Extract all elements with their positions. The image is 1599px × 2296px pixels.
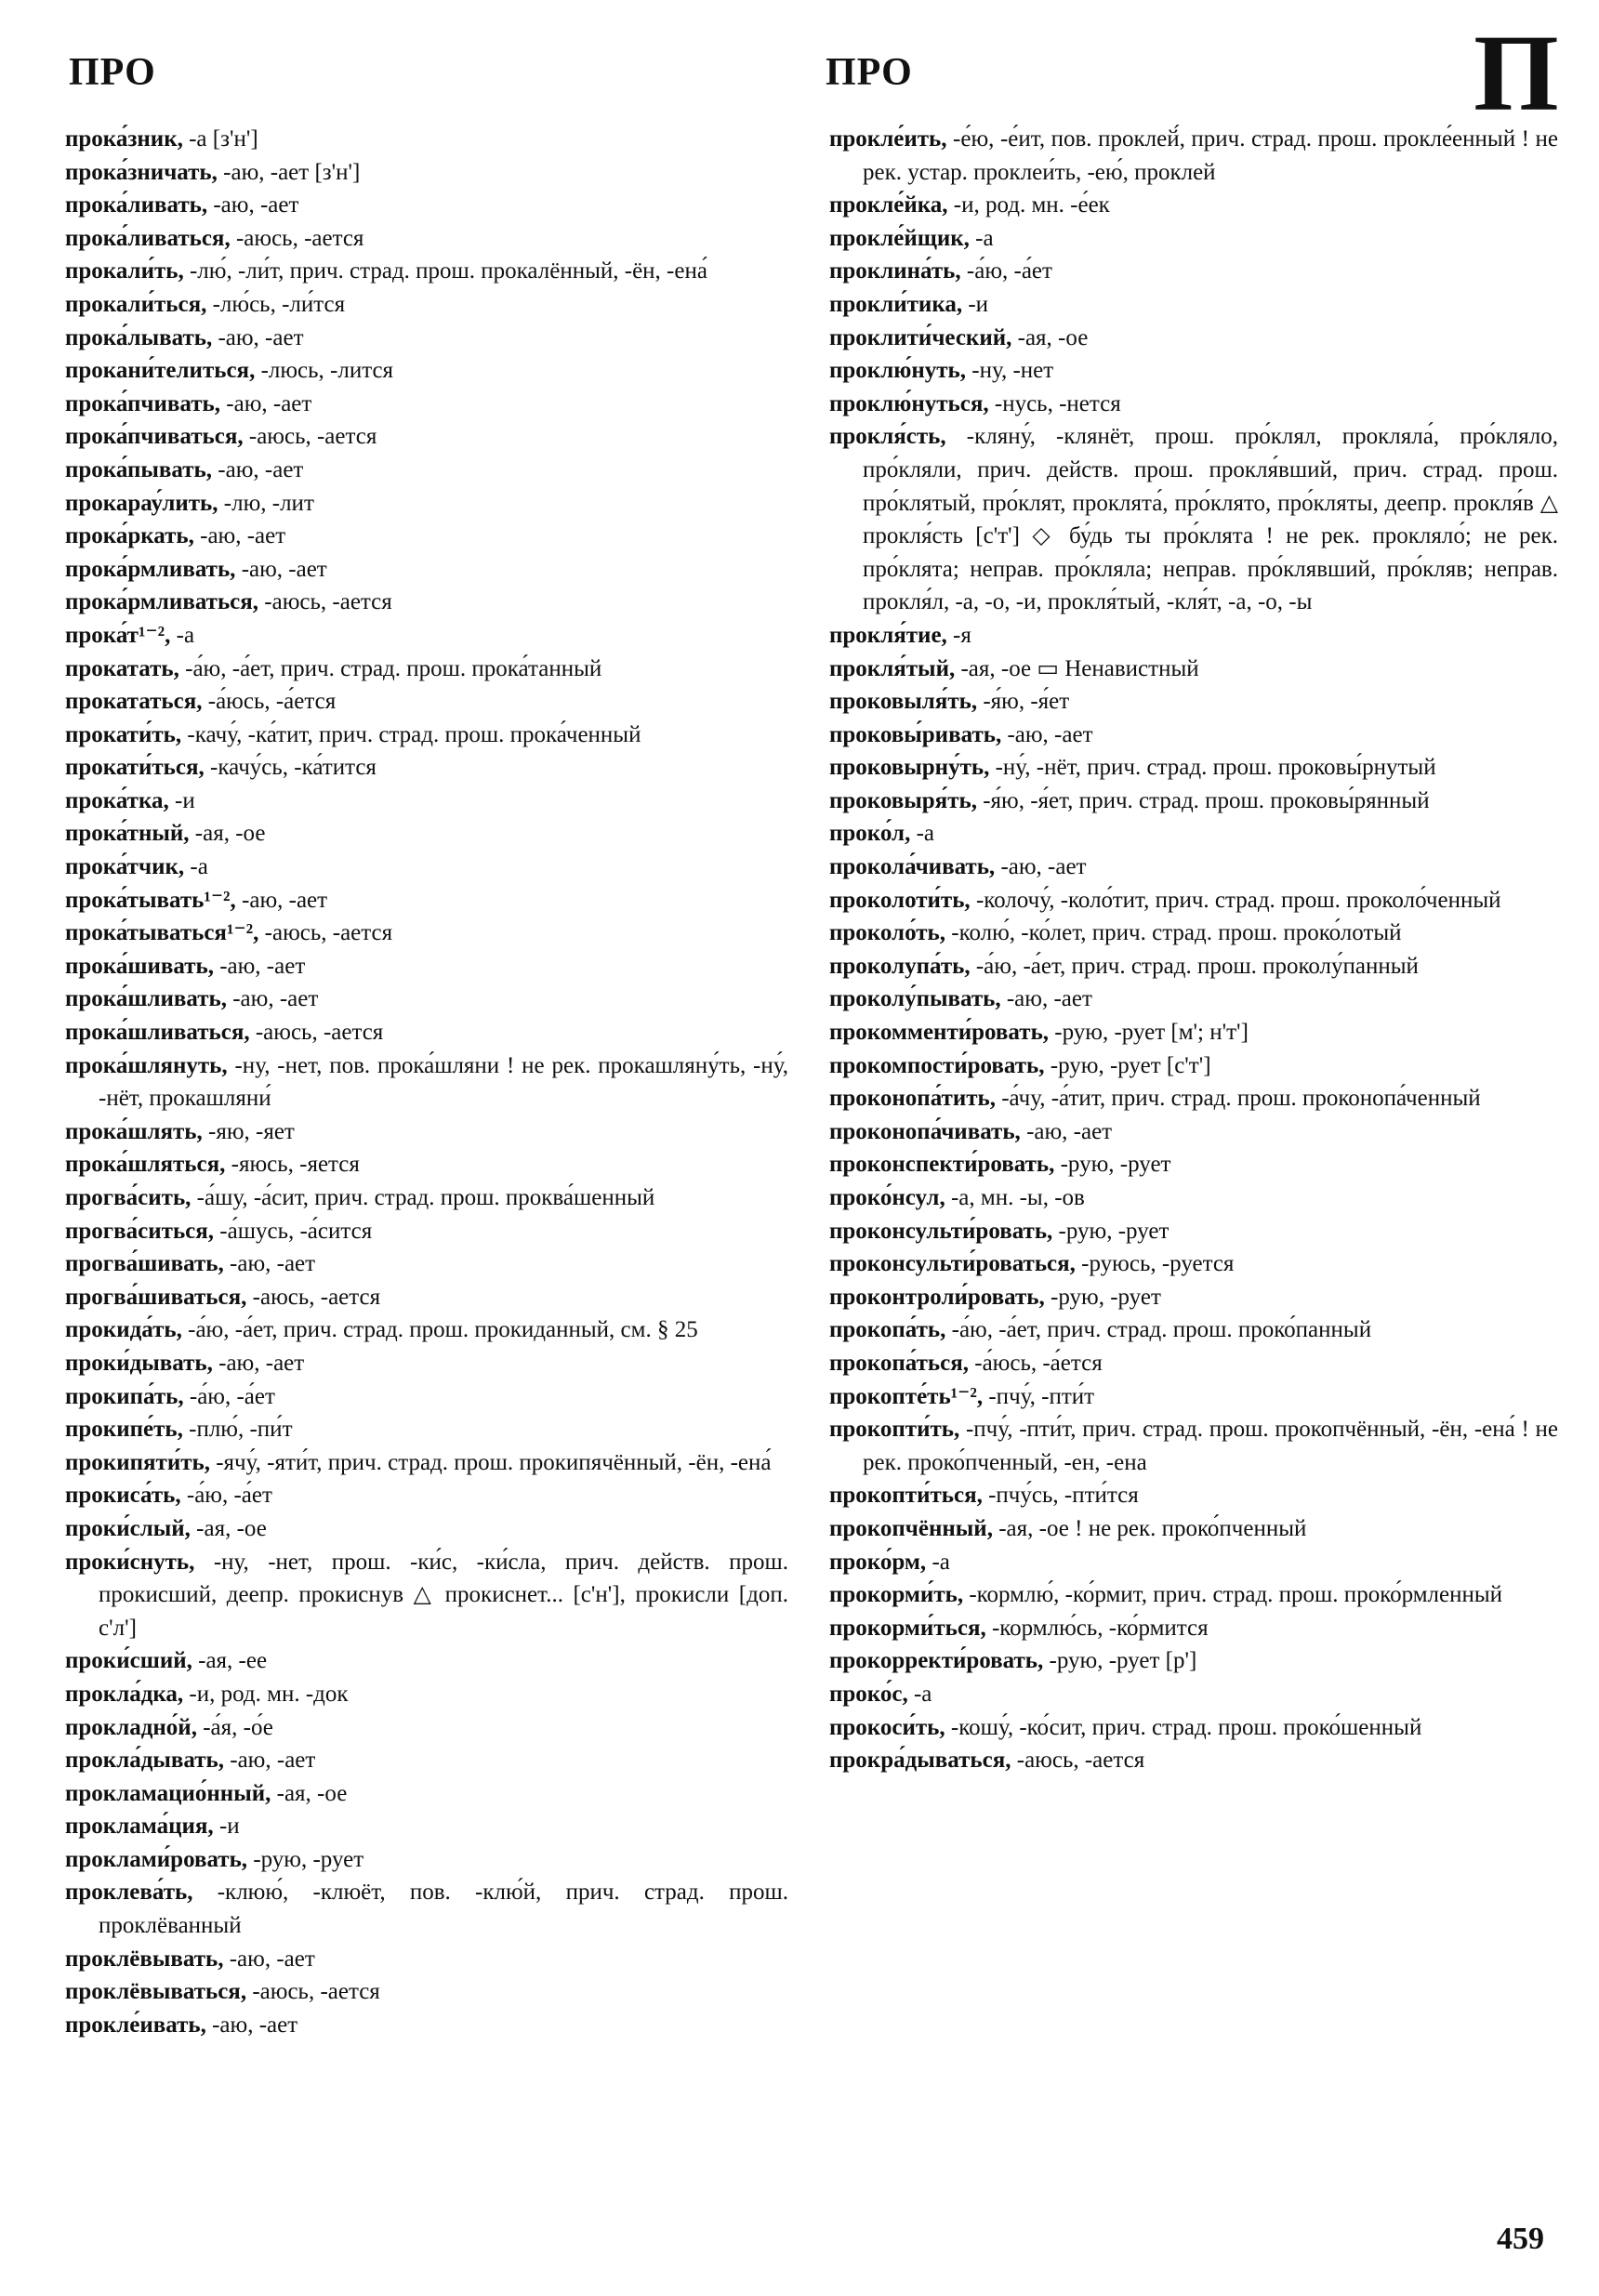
entry-body: -и, род. мн. -док [183,1681,349,1707]
entry-body: -а [907,1681,932,1707]
dictionary-entry [65,388,788,421]
entry-body: -рую, -рует [247,1846,364,1872]
dictionary-entry [65,1148,788,1181]
headword: прока́ливать, [65,192,208,218]
entry-body: -кляну́, -клянёт, прош. про́клял, прокляла́, про́кляло, про́кляли, прич. действ. прош. прокля́вший, прич. страд. прош. про́клятый, про́клят, проклята́, про́клято, про́кляты, деепр. прокля́в △ прокля́сть [с'т'] ◇ бу́дь ты про́клята ! не рек. прокляло́; не рек. про́клята; неправ. про́кляла; неправ. про́клявший, про́кляв; неправ. прокля́л, -а, -о, -и, прокля́тый, -кля́т, -а, -о, -ы [863,424,1558,615]
dictionary-entry [829,123,1558,189]
entry-body: -а [926,1549,950,1575]
dictionary-entry [829,619,1558,653]
entry-body: -кошу́, -ко́сит, прич. страд. прош. проко́шенный [945,1714,1422,1740]
left-column [65,123,788,2041]
headword: прокламацио́нный, [65,1780,271,1806]
right-column [829,123,1558,1777]
dictionary-entry [65,653,788,686]
headword: прока́пчивать, [65,390,221,416]
dictionary-entry [829,1181,1558,1215]
headword: прокля́тие, [829,622,947,648]
dictionary-entry [65,1512,788,1546]
headword: прокати́ть, [65,721,182,747]
entry-body: -а [з'н'] [182,126,258,152]
entry-body: -колю́, -ко́лет, прич. страд. прош. проко́лотый [945,920,1402,946]
headword: прокопа́ться, [829,1350,970,1376]
entry-body: -а́шу, -а́сит, прич. страд. прош. проква́шенный [191,1185,655,1210]
dictionary-entry [65,1644,788,1678]
dictionary-entry [65,2009,788,2042]
headword: проконтроли́ровать, [829,1284,1045,1310]
headword: прокопчённый, [829,1515,993,1541]
headword: проколо́ть, [829,920,945,946]
entry-body: -я́ю, -я́ет, прич. страд. прош. проковы́рянный [976,787,1430,813]
entry-body: -ая, -ое [1011,324,1089,350]
headword: прока́пывать, [65,456,213,482]
entry-body: -ая, -ое ▭ Ненавистный [955,655,1199,681]
dictionary-entry [829,884,1558,917]
dictionary-entry [829,1049,1558,1083]
entry-body: -люсь, -лится [255,358,394,384]
dictionary-entry [65,983,788,1016]
entry-body: -аюсь, -ается [1011,1748,1145,1774]
dictionary-entry [829,1578,1558,1612]
dictionary-entry [65,420,788,454]
headword: прокорми́ться, [829,1615,986,1641]
entry-body: -лю́сь, -ли́тся [206,291,346,317]
dictionary-entry [829,1313,1558,1347]
entry-body: -а [170,622,195,648]
headword: прока́зничать, [65,159,218,185]
headword: проколоти́ть, [829,887,971,913]
dictionary-entry [65,1843,788,1877]
headword: прокорректи́ровать, [829,1648,1044,1674]
headword: прокиса́ть, [65,1483,181,1509]
dictionary-entry [65,685,788,719]
dictionary-entry [829,1016,1558,1049]
dictionary-entry [65,1777,788,1811]
entry-body: -ая, -ое [190,1515,267,1541]
dictionary-entry [65,189,788,222]
dictionary-entry [65,288,788,322]
dictionary-entry [65,553,788,587]
headword: прокатать, [65,655,179,681]
headword: прокали́ть, [65,258,184,284]
entry-body: -яюсь, -яется [225,1152,360,1178]
dictionary-entry [829,1281,1558,1314]
dictionary-entry [65,1049,788,1115]
dictionary-entry [829,1546,1558,1579]
headword: прокле́йка, [829,192,948,218]
headword: проки́сший, [65,1648,192,1674]
dictionary-entry [65,719,788,752]
entry-body: -а́шусь, -а́сится [214,1218,373,1244]
dictionary-entry [65,322,788,355]
dictionary-entry [65,354,788,388]
entry-body: -а́я, -о́е [196,1714,273,1740]
dictionary-entry [829,719,1558,752]
dictionary-entry [65,487,788,521]
entry-body: -ая, -ее [192,1648,268,1674]
headword: прокола́чивать, [829,854,996,880]
entry-body: -аю, -ает [1001,721,1093,747]
running-head-left: ПРО [69,51,156,94]
dictionary-entry [65,751,788,785]
dictionary-entry [65,917,788,950]
headword: прока́тываться¹⁻², [65,920,259,946]
entry-body: -рую, -рует [1052,1218,1170,1244]
dictionary-entry [829,1744,1558,1777]
entry-body: -плю́, -пи́т [182,1417,293,1443]
headword: прокали́ться, [65,291,207,317]
dictionary-entry [65,1876,788,1942]
entry-body: -лю́, -ли́т, прич. страд. прош. прокалённый, -ён, -ена́ [183,258,707,284]
headword: проклю́нуть, [829,358,966,384]
headword: проклёвывать, [65,1946,224,1972]
headword: проки́снуть, [65,1549,195,1575]
entry-body: -аю, -ает [212,1350,305,1376]
dictionary-entry [829,817,1558,851]
entry-body: -и, род. мн. -е́ек [947,192,1110,218]
headword: прока́шивать, [65,953,214,979]
dictionary-entry [829,1612,1558,1645]
headword: прока́рмливаться, [65,589,259,615]
entry-body: -качу́сь, -ка́тится [204,755,377,781]
headword: проколупа́ть, [829,953,971,979]
headword: прока́ркать, [65,523,194,549]
dictionary-entry [829,685,1558,719]
headword: прокопте́ть¹⁻², [829,1383,984,1409]
headword: прокататься, [65,689,203,715]
dictionary-entry [829,1678,1558,1711]
dictionary-entry [829,189,1558,222]
entry-body: -а́ю, -а́ет, прич. страд. прош. проколу́панный [970,953,1419,979]
dictionary-entry [829,1380,1558,1414]
headword: прока́тчик, [65,854,185,880]
headword: прокла́дка, [65,1681,184,1707]
dictionary-entry [65,851,788,884]
entry-body: -аю, -ает [193,523,286,549]
entry-body: -лю, -лит [218,490,314,516]
headword: прокле́йщик, [829,225,970,251]
dictionary-entry [829,1711,1558,1745]
headword: прокля́сть, [829,424,946,450]
dictionary-entry [829,785,1558,818]
headword: проклю́нуться, [829,390,989,416]
dictionary-entry [65,1546,788,1645]
dictionary-entry [829,751,1558,785]
dictionary-entry [829,917,1558,950]
entry-body: -а́ю, -а́ет, прич. страд. прош. проко́панный [945,1317,1372,1343]
entry-body: -аю, -ает [235,556,327,582]
headword: прокани́телиться, [65,358,256,384]
headword: проко́рм, [829,1549,927,1575]
headword: прокомпости́ровать, [829,1052,1045,1078]
dictionary-entry [829,1644,1558,1678]
entry-body: -я́ю, -я́ет [977,689,1070,715]
dictionary-entry [65,1744,788,1777]
section-letter: П [1473,12,1559,134]
dictionary-entry [829,1082,1558,1115]
entry-body: -качу́, -ка́тит, прич. страд. прош. прока́ченный [181,721,641,747]
headword: прокле́ить, [829,126,947,152]
entry-body: -аюсь, -ается [258,920,393,946]
entry-body: -пчу́, -пти́т, прич. страд. прош. прокопчённый, -ён, -ена́ ! не рек. проко́пченный, -ен, -ена [863,1417,1558,1475]
entry-body: -аю, -ает [235,887,328,913]
headword: прока́т¹⁻², [65,622,171,648]
entry-body: -а [184,854,208,880]
entry-body: -аю, -ает [212,324,304,350]
headword: прокипе́ть, [65,1417,183,1443]
dictionary-entry [65,1975,788,2009]
dictionary-entry [65,1281,788,1314]
headword: прока́тывать¹⁻², [65,887,236,913]
headword: проко́нсул, [829,1185,945,1210]
entry-body: -ячу́, -яти́т, прич. страд. прош. прокипячённый, -ён, -ена́ [209,1449,772,1475]
dictionary-entry [829,1215,1558,1248]
entry-body: -рую, -рует [1044,1284,1161,1310]
headword: прогва́шивать, [65,1251,224,1277]
headword: проко́л, [829,821,911,847]
dictionary-entry [65,123,788,156]
entry-body: -аю, -ает [207,192,299,218]
dictionary-entry [829,322,1558,355]
headword: прока́шляться, [65,1152,226,1178]
entry-body: -и [168,787,195,813]
dictionary-entry [829,1247,1558,1281]
headword: прокопти́ться, [829,1483,983,1509]
entry-body: -ну, -нет, пов. прока́шляни ! не рек. прокашляну́ть, -ну́, -нёт, прокашляни́ [99,1052,788,1112]
entry-body: -аю, -ает [220,390,312,416]
entry-body: -аюсь, -ается [243,424,377,450]
headword: прокати́ться, [65,755,205,781]
entry-body: -а́ю, -а́ет, прич. страд. прош. прокиданный, см. § 25 [181,1317,698,1343]
entry-body: -кормлю́, -ко́рмит, прич. страд. прош. проко́рмленный [963,1582,1503,1608]
dictionary-entry [65,1313,788,1347]
dictionary-entry [65,1347,788,1380]
headword: прокладно́й, [65,1714,197,1740]
dictionary-entry [65,255,788,288]
dictionary-entry [829,354,1558,388]
headword: проковы́ривать, [829,721,1002,747]
entry-body: -а́юсь, -а́ется [202,689,337,715]
entry-body: -рую, -рует [м'; н'т'] [1049,1020,1249,1046]
entry-body: -кормлю́сь, -ко́рмится [985,1615,1209,1641]
dictionary-entry [829,222,1558,256]
entry-body: -е́ю, -е́ит, пов. проклей́, прич. страд. прош. прокле́енный ! не рек. устар. проклеи́ть, -ею́, проклей [863,126,1558,185]
headword: прока́зник, [65,126,183,152]
entry-body: -ая, -ое [271,1780,348,1806]
entry-body: -рую, -рует [с'т'] [1044,1052,1211,1078]
dictionary-entry [829,255,1558,288]
dictionary-entry [65,950,788,983]
dictionary-entry [829,851,1558,884]
entry-body: -аю, -ает [226,986,319,1012]
entry-body: -клюю́, -клюёт, пов. -клю́й, прич. страд. прош. проклёванный [99,1880,788,1939]
headword: прокомменти́ровать, [829,1020,1050,1046]
dictionary-entry [829,420,1558,619]
entry-body: -аю, -ает [1000,986,1092,1012]
dictionary-entry [65,520,788,553]
headword: проковыля́ть, [829,689,978,715]
dictionary-entry [829,983,1558,1016]
headword: проки́слый, [65,1515,191,1541]
dictionary-entry [829,1512,1558,1546]
entry-body: -аю, -ает [995,854,1087,880]
dictionary-entry [65,454,788,487]
headword: проконсульти́роваться, [829,1251,1076,1277]
headword: проконопа́тить, [829,1086,996,1112]
entry-body: -аюсь, -ается [249,1020,384,1046]
headword: прокра́дываться, [829,1748,1011,1774]
headword: прогва́шиваться, [65,1284,247,1310]
headword: прока́шливать, [65,986,227,1012]
headword: проклёвываться, [65,1979,247,2005]
headword: прокопти́ть, [829,1417,960,1443]
headword: проклама́ция, [65,1814,214,1840]
headword: проколу́пывать, [829,986,1001,1012]
headword: прока́тка, [65,787,169,813]
dictionary-entry [65,1446,788,1480]
page-number: 459 [1497,2222,1544,2256]
entry-body: -яю, -яет [202,1118,295,1144]
dictionary-entry [829,1413,1558,1479]
dictionary-entry [65,1181,788,1215]
headword: прока́рмливать, [65,556,236,582]
dictionary-entry [65,1016,788,1049]
dictionary-entry [65,1943,788,1976]
entry-body: -аю, -ает [223,1251,316,1277]
dictionary-entry [65,586,788,619]
entry-body: -а́ю, -а́ет [183,1383,275,1409]
dictionary-entry [65,1711,788,1745]
headword: проко́с, [829,1681,908,1707]
headword: прокли́тика, [829,291,963,317]
dictionary-entry [829,1115,1558,1149]
headword: прокле́ивать, [65,2012,206,2038]
entry-body: -аю, -ает [223,1946,315,1972]
entry-body: -аю, -ает [224,1748,316,1774]
entry-body: -ну, -нет, прош. -ки́с, -ки́сла, прич. действ. прош. прокисший, деепр. прокиснув △ прокиснет... [с'н'], прокисли [доп. с'л'] [99,1549,788,1641]
entry-body: -а́ю, -а́ет [180,1483,272,1509]
dictionary-entry [829,1148,1558,1181]
entry-body: -аю, -ает [212,456,304,482]
entry-body: -я [946,622,971,648]
entry-body: -ну, -нет [966,358,1054,384]
headword: прокида́ть, [65,1317,182,1343]
headword: проковыря́ть, [829,787,977,813]
entry-body: -ая, -ое [189,821,266,847]
dictionary-entry [65,817,788,851]
entry-body: -а, мн. -ы, -ов [945,1185,1085,1210]
entry-body: -аю, -ает [з'н'] [217,159,361,185]
dictionary-entry [65,1678,788,1711]
entry-body: -ая, -ое ! не рек. проко́пченный [992,1515,1307,1541]
headword: проклина́ть, [829,258,961,284]
headword: прокля́тый, [829,655,956,681]
dictionary-entry [65,156,788,190]
entry-body: -нусь, -нется [988,390,1121,416]
entry-body: -а [969,225,994,251]
dictionary-entry [65,222,788,256]
headword: прогва́сить, [65,1185,192,1210]
entry-body: -пчу́, -пти́т [983,1383,1095,1409]
entry-body: -аюсь, -ается [230,225,364,251]
headword: прока́лывать, [65,324,213,350]
dictionary-entry [65,1413,788,1446]
running-head-right: ПРО [826,51,913,94]
headword: прогва́ситься, [65,1218,215,1244]
entry-body: -рую, -рует [1054,1152,1171,1178]
entry-body: -а́ю, -а́ет [960,258,1052,284]
dictionary-entry [65,619,788,653]
headword: проклами́ровать, [65,1846,248,1872]
headword: прокипяти́ть, [65,1449,210,1475]
dictionary-entry [65,1115,788,1149]
entry-body: -а́ю, -а́ет, прич. страд. прош. прока́танный [178,655,602,681]
headword: проки́дывать, [65,1350,213,1376]
entry-body: -аюсь, -ается [246,1284,381,1310]
dictionary-entry [829,1347,1558,1380]
headword: прока́пчиваться, [65,424,244,450]
dictionary-entry [65,1380,788,1414]
dictionary-entry [829,288,1558,322]
dictionary-entry [829,950,1558,983]
headword: проконсульти́ровать, [829,1218,1053,1244]
headword: проконопа́чивать, [829,1118,1021,1144]
dictionary-entry [829,653,1558,686]
entry-body: -а́чу, -а́тит, прич. страд. прош. проконопа́ченный [995,1086,1481,1112]
entry-body: -аю, -ает [205,2012,298,2038]
entry-body: -аю, -ает [213,953,306,979]
entry-body: -и [962,291,989,317]
entry-body: -аюсь, -ается [246,1979,380,2005]
headword: прока́шливаться, [65,1020,250,1046]
headword: прокорми́ть, [829,1582,964,1608]
entry-body: -руюсь, -руется [1075,1251,1235,1277]
headword: прокарау́лить, [65,490,218,516]
headword: прока́шлять, [65,1118,203,1144]
entry-body: -пчу́сь, -пти́тся [982,1483,1139,1509]
headword: прока́ливаться, [65,225,231,251]
headword: проковырну́ть, [829,755,990,781]
headword: прокоси́ть, [829,1714,945,1740]
headword: прока́шлянуть, [65,1052,228,1078]
entry-body: -рую, -рует [р'] [1043,1648,1197,1674]
dictionary-entry [65,1479,788,1512]
entry-body: -и [213,1814,240,1840]
entry-body: -колочу́, -коло́тит, прич. страд. прош. проколо́ченный [970,887,1501,913]
headword: прокла́дывать, [65,1748,225,1774]
dictionary-entry [65,884,788,917]
headword: проклити́ческий, [829,324,1012,350]
headword: прокопа́ть, [829,1317,946,1343]
entry-body: -ну́, -нёт, прич. страд. прош. проковы́рнутый [989,755,1436,781]
entry-body: -а́юсь, -а́ется [969,1350,1103,1376]
dictionary-entry [829,388,1558,421]
entry-body: -аюсь, -ается [258,589,392,615]
dictionary-entry [829,1479,1558,1512]
headword: прокипа́ть, [65,1383,184,1409]
headword: проконспекти́ровать, [829,1152,1055,1178]
headword: проклева́ть, [65,1880,193,1906]
dictionary-entry [65,1215,788,1248]
entry-body: -а [910,821,935,847]
entry-body: -аю, -ает [1020,1118,1113,1144]
dictionary-entry [65,1247,788,1281]
dictionary-entry [65,1810,788,1843]
dictionary-entry [65,785,788,818]
headword: прока́тный, [65,821,190,847]
